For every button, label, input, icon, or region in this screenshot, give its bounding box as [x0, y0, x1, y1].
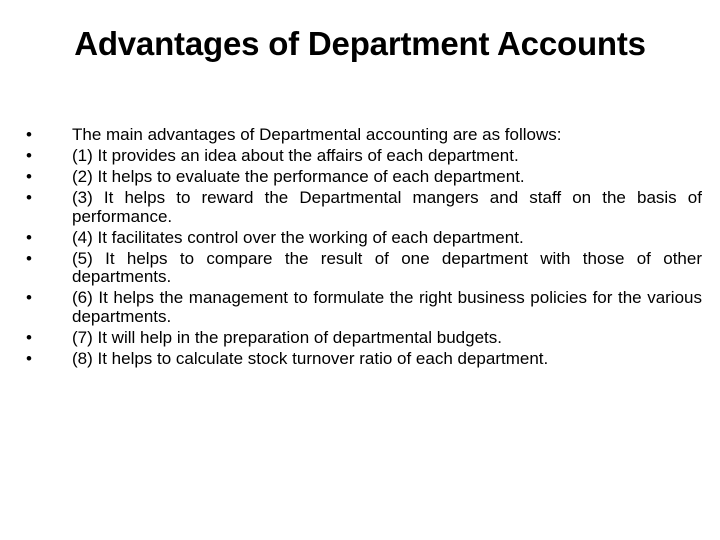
bullet-text: (5) It helps to compare the result of one department with those of other departments.: [72, 248, 702, 286]
bullet-dot-icon: •: [26, 327, 32, 347]
bullet-dot-icon: •: [26, 188, 32, 207]
bullet-dot-icon: •: [26, 146, 32, 165]
bullet-dot-icon: •: [26, 348, 32, 368]
bullet-text: (8) It helps to calculate stock turnover ratio of each department.: [72, 348, 549, 368]
bullet-text: (4) It facilitates control over the working of each department.: [72, 227, 524, 247]
bullet-item: [26, 147, 702, 166]
bullet-text: (6) It helps the management to formulate the right business policies for the various departments.: [72, 288, 702, 326]
bullet-text: (3) It helps to reward the Departmental mangers and staff on the basis of performance.: [72, 188, 702, 226]
bullet-item: [26, 168, 702, 187]
bullet-item: [26, 189, 702, 226]
bullet-item: [26, 350, 702, 369]
bullet-item: [26, 289, 702, 326]
bullet-list: [26, 126, 702, 371]
bullet-item: [26, 126, 702, 145]
bullet-dot-icon: •: [26, 288, 32, 307]
bullet-dot-icon: •: [26, 167, 32, 186]
bullet-text: (2) It helps to evaluate the performance of each department.: [72, 167, 525, 186]
bullet-dot-icon: •: [26, 227, 32, 247]
bullet-text: The main advantages of Departmental accounting are as follows:: [72, 125, 562, 144]
bullet-dot-icon: •: [26, 125, 32, 144]
bullet-text: (1) It provides an idea about the affairs of each department.: [72, 146, 519, 165]
bullet-item: [26, 229, 702, 248]
bullet-item: [26, 329, 702, 348]
bullet-item: [26, 250, 702, 287]
bullet-dot-icon: •: [26, 248, 32, 268]
slide-title: Advantages of Department Accounts: [74, 25, 646, 62]
bullet-text: (7) It will help in the preparation of departmental budgets.: [72, 327, 502, 347]
